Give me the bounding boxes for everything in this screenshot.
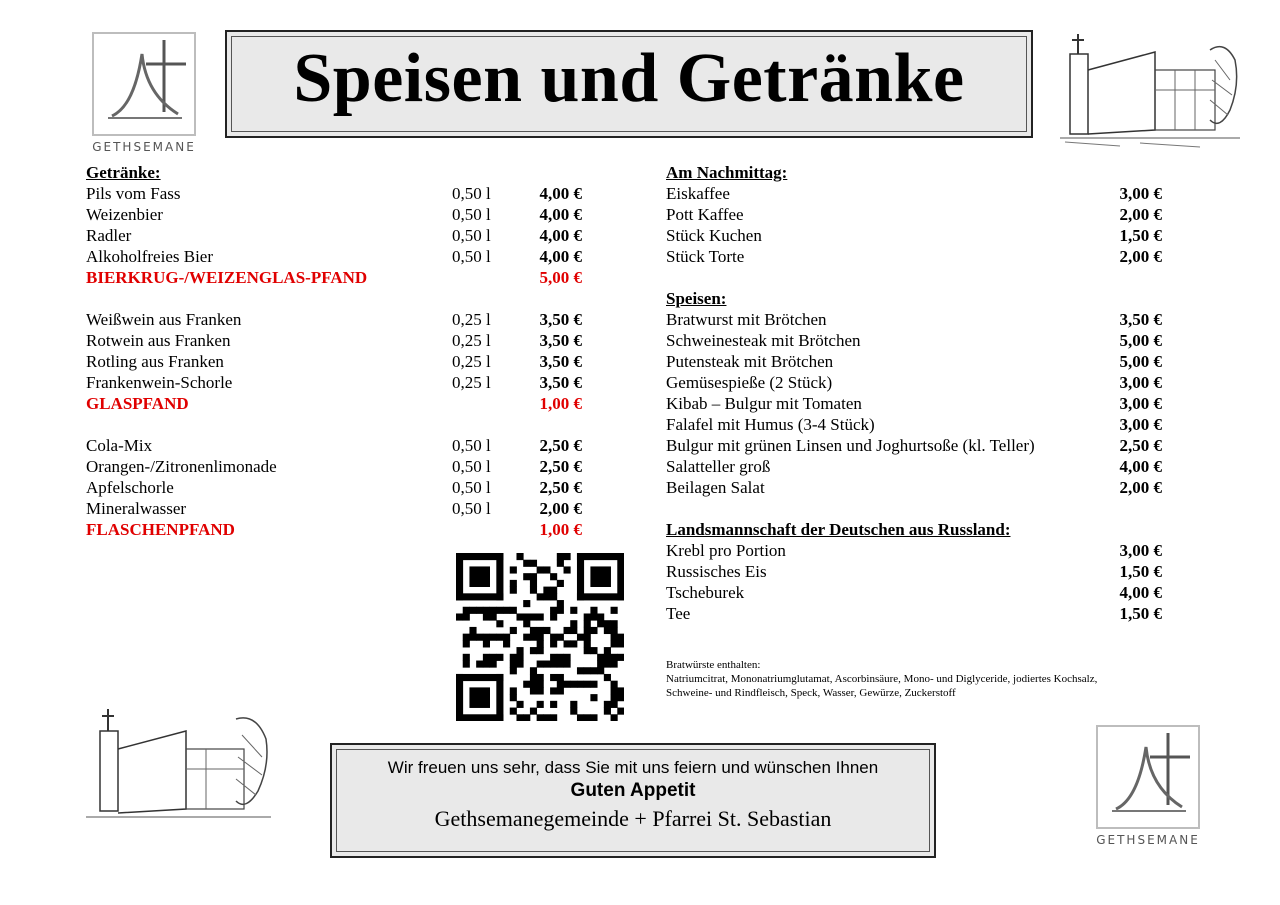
deposit-row: FLASCHENPFAND 1,00 €	[86, 520, 582, 539]
food-column	[666, 162, 1162, 624]
menu-row: Russisches Eis 1,50 €	[666, 562, 1162, 581]
church-sketch-icon	[1060, 30, 1240, 155]
ingredient-note: Bratwürste enthalten: Natriumcitrat, Mononatriumglutamat, Ascorbinsäure, Mono- und Diglyceride, jodiertes Kochsalz, Schweine- und Rindfleisch, Speck, Wasser, Gewürze, Zuckerstoff	[666, 659, 1098, 699]
menu-row: Rotling aus Franken 0,25 l 3,50 €	[86, 352, 582, 371]
cross-icon	[1096, 725, 1200, 829]
gethsemane-logo-bottom	[1088, 725, 1208, 847]
title-box	[225, 30, 1033, 138]
menu-row: Bulgur mit grünen Linsen und Joghurtsoße (kl. Teller) 2,50 €	[666, 436, 1162, 455]
menu-row: Weißwein aus Franken 0,25 l 3,50 €	[86, 310, 582, 329]
logo-text: GETHSEMANE	[1096, 833, 1200, 847]
menu-row: Orangen-/Zitronenlimonade 0,50 l 2,50 €	[86, 457, 582, 476]
menu-row: Eiskaffee 3,00 €	[666, 184, 1162, 203]
logo-text: GETHSEMANE	[92, 140, 196, 154]
qr-code-icon[interactable]	[456, 553, 624, 726]
drinks-heading: Getränke:	[86, 163, 161, 182]
greeting-parish: Gethsemanegemeinde + Pfarrei St. Sebastian	[434, 806, 832, 831]
church-sketch-icon	[86, 705, 271, 835]
menu-row: Putensteak mit Brötchen 5,00 €	[666, 352, 1162, 371]
menu-row: Falafel mit Humus (3-4 Stück) 3,00 €	[666, 415, 1162, 434]
page-title: Speisen und Getränke	[293, 40, 965, 117]
menu-row: Gemüsespieße (2 Stück) 3,00 €	[666, 373, 1162, 392]
menu-row: Stück Kuchen 1,50 €	[666, 226, 1162, 245]
menu-row: Krebl pro Portion 3,00 €	[666, 541, 1162, 560]
cross-icon	[92, 32, 196, 136]
greeting-box	[330, 743, 936, 858]
menu-row: Radler 0,50 l 4,00 €	[86, 226, 582, 245]
menu-row: Weizenbier 0,50 l 4,00 €	[86, 205, 582, 224]
menu-row: Tee 1,50 €	[666, 604, 1162, 623]
menu-row: Frankenwein-Schorle 0,25 l 3,50 €	[86, 373, 582, 392]
deposit-row: GLASPFAND 1,00 €	[86, 394, 582, 413]
deposit-row: BIERKRUG-/WEIZENGLAS-PFAND 5,00 €	[86, 268, 582, 287]
greeting-appetit: Guten Appetit	[570, 780, 696, 801]
afternoon-heading: Am Nachmittag:	[666, 163, 788, 182]
menu-row: Beilagen Salat 2,00 €	[666, 478, 1162, 497]
menu-row: Pott Kaffee 2,00 €	[666, 205, 1162, 224]
menu-row: Stück Torte 2,00 €	[666, 247, 1162, 266]
menu-row: Tscheburek 4,00 €	[666, 583, 1162, 602]
menu-row: Rotwein aus Franken 0,25 l 3,50 €	[86, 331, 582, 350]
gethsemane-logo-top	[84, 32, 204, 154]
drinks-column	[86, 162, 582, 540]
menu-row: Cola-Mix 0,50 l 2,50 €	[86, 436, 582, 455]
menu-row: Mineralwasser 0,50 l 2,00 €	[86, 499, 582, 518]
menu-row: Bratwurst mit Brötchen 3,50 €	[666, 310, 1162, 329]
menu-row: Schweinesteak mit Brötchen 5,00 €	[666, 331, 1162, 350]
menu-row: Kibab – Bulgur mit Tomaten 3,00 €	[666, 394, 1162, 413]
russia-heading: Landsmannschaft der Deutschen aus Russland:	[666, 520, 1011, 539]
menu-row: Alkoholfreies Bier 0,50 l 4,00 €	[86, 247, 582, 266]
menu-row: Salatteller groß 4,00 €	[666, 457, 1162, 476]
food-heading: Speisen:	[666, 289, 727, 308]
greeting-line: Wir freuen uns sehr, dass Sie mit uns feiern und wünschen Ihnen	[387, 758, 879, 777]
menu-row: Pils vom Fass 0,50 l 4,00 €	[86, 184, 582, 203]
menu-row: Apfelschorle 0,50 l 2,50 €	[86, 478, 582, 497]
